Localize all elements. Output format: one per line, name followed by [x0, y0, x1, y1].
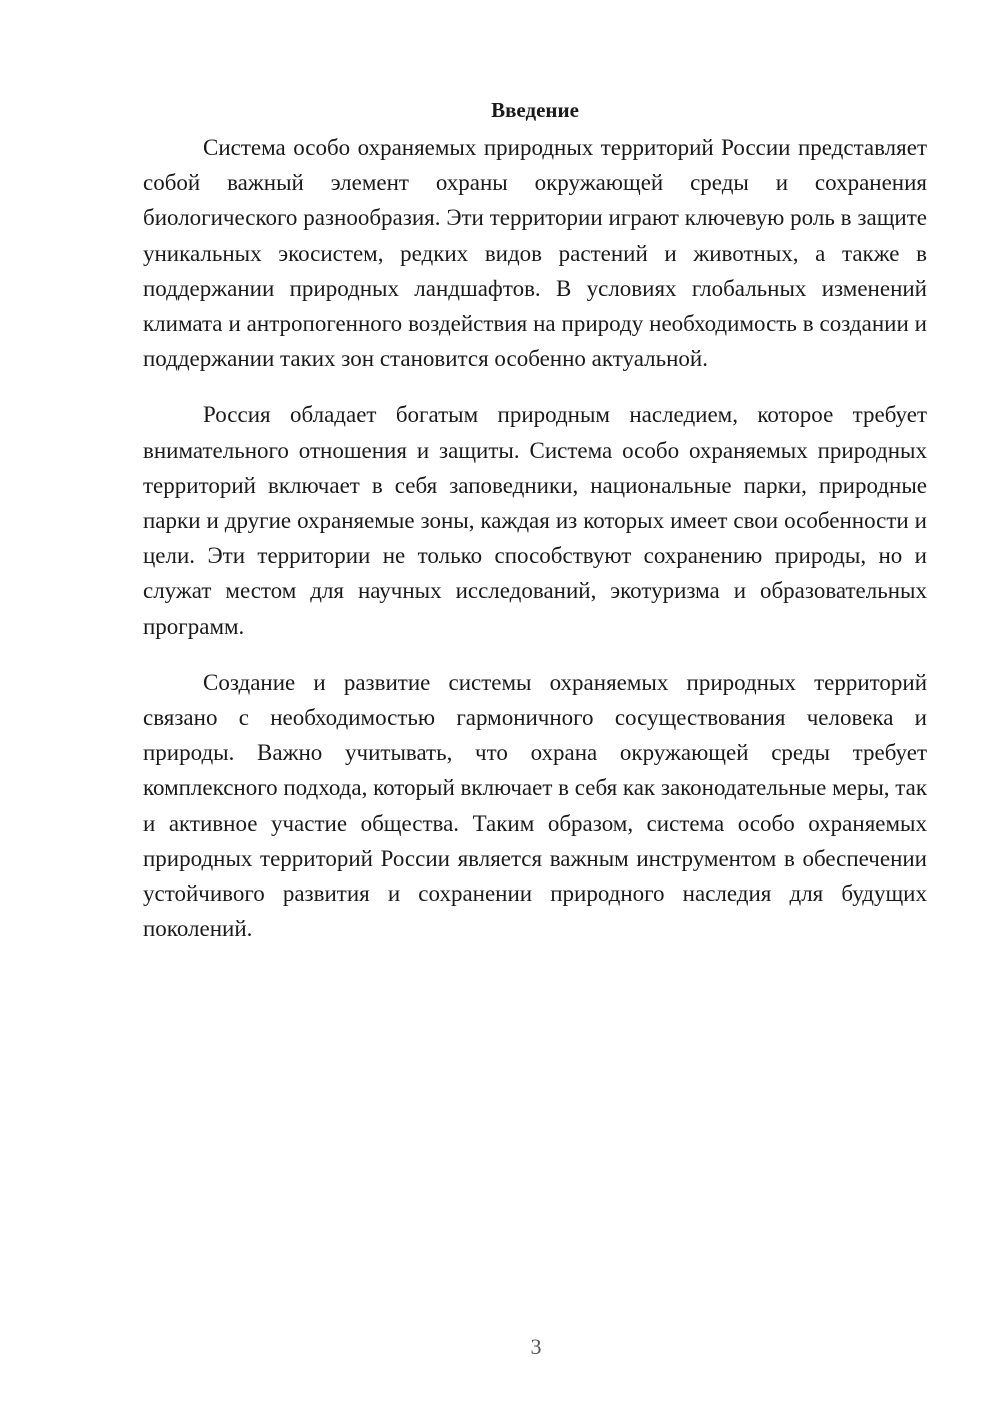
paragraph-2: Россия обладает богатым природным наследием, которое требует внимательного отношения и защиты. Система особо охраняемых природных территорий включает в себя заповедники, национальные парки, природные парки и другие охраняемые зоны, каждая из которых имеет свои особенности и цели. Эти территории не только способствуют сохранению природы, но и служат местом для научных исследований, экотуризма и образовательных программ.: [143, 402, 927, 639]
page-body: [143, 95, 927, 967]
paragraph-1: Система особо охраняемых природных территорий России представляет собой важный элемент охраны окружающей среды и сохранения биологического разнообразия. Эти территории играют ключевую роль в защите уникальных экосистем, редких видов растений и животных, а также в поддержании природных ландшафтов. В условиях глобальных изменений климата и антропогенного воздействия на природу необходимость в создании и поддержании таких зон становится особенно актуальной.: [143, 135, 927, 372]
section-title: Введение: [491, 98, 579, 122]
page-number: 3: [530, 1334, 542, 1359]
paragraph-3: Создание и развитие системы охраняемых природных территорий связано с необходимостью гармоничного сосуществования человека и природы. Важно учитывать, что охрана окружающей среды требует комплексного подхода, который включает в себя как законодательные меры, так и активное участие общества. Таким образом, система особо охраняемых природных территорий России является важным инструментом в обеспечении устойчивого развития и сохранении природного наследия для будущих поколений.: [143, 669, 927, 942]
